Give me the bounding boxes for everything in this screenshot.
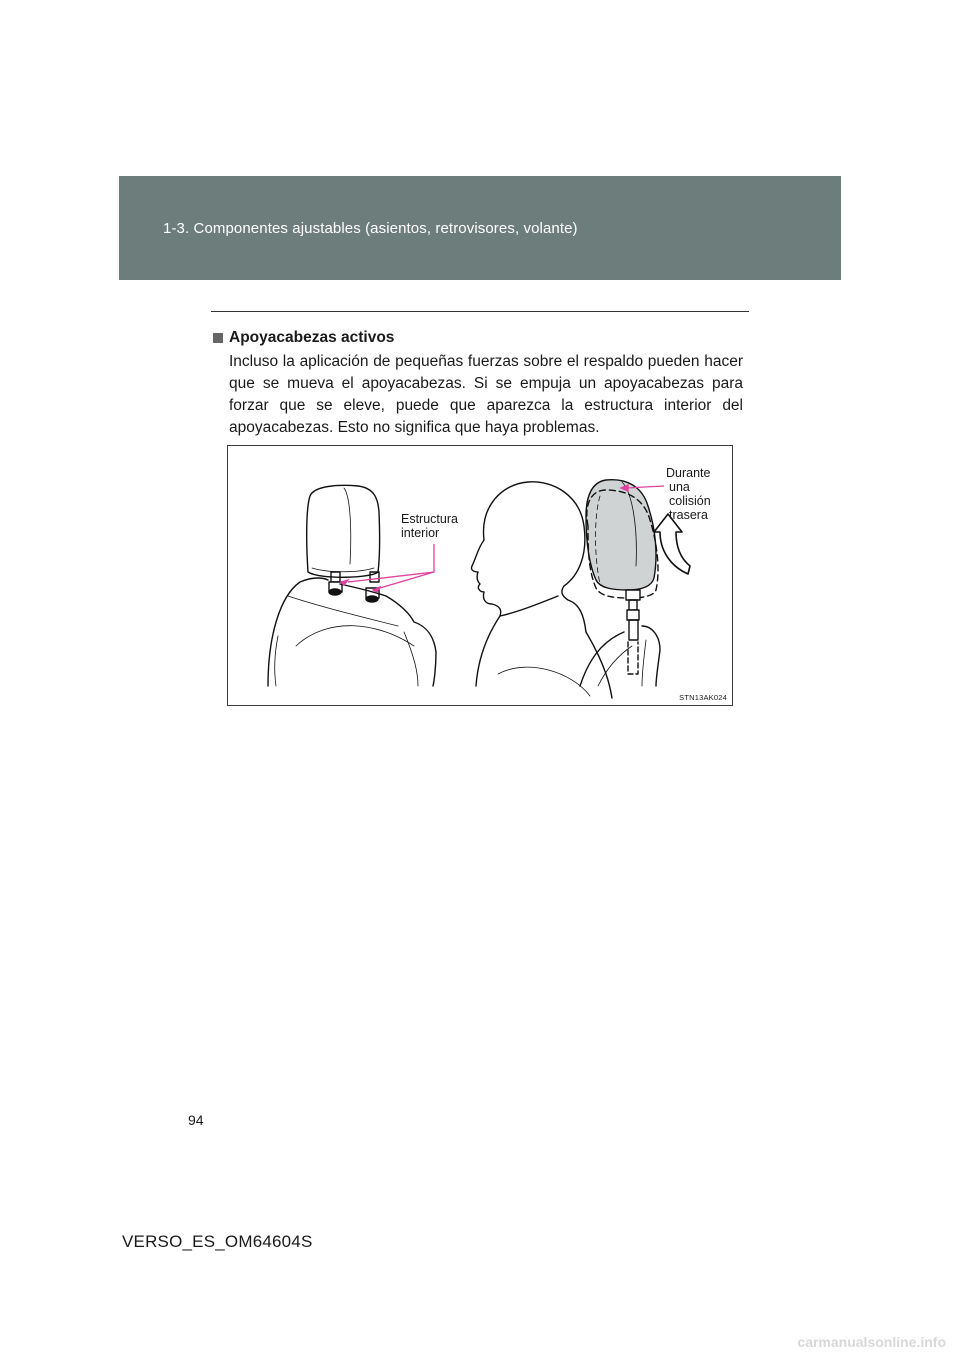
label-rear-collision-line3: colisión — [669, 494, 711, 508]
right-seat-illustration — [580, 480, 660, 686]
label-inner-structure-line1: Estructura — [401, 512, 458, 526]
watermark: carmanualsonline.info — [797, 1334, 946, 1350]
section-breadcrumb: 1-3. Componentes ajustables (asientos, retrovisores, volante) — [163, 220, 578, 237]
label-rear-collision-line1: Durante — [666, 466, 711, 480]
headrest-drawing — [228, 446, 734, 707]
square-bullet-icon — [213, 333, 223, 343]
figure-code: STN13AK024 — [679, 693, 727, 702]
section-heading — [213, 329, 394, 347]
label-rear-collision-line4: trasera — [669, 508, 708, 522]
label-rear-collision — [666, 466, 711, 522]
upward-motion-arrow — [654, 514, 690, 574]
section-body: Incluso la aplicación de pequeñas fuerzas sobre el respaldo pueden hacer que se mueva el apoyacabezas. Si se empuja un apoyacabezas para forzar que se eleve, puede que aparezca la estructura interior del apoyacabezas. Esto no significa que haya problemas. — [229, 353, 743, 436]
headrest-illustration — [227, 445, 733, 706]
page-number: 94 — [188, 1112, 204, 1128]
label-inner-structure-line2: interior — [401, 526, 440, 540]
label-rear-collision-line2: una — [669, 480, 690, 494]
section-heading-text: Apoyacabezas activos — [229, 329, 395, 346]
header-band — [119, 176, 841, 280]
document-code: VERSO_ES_OM64604S — [122, 1232, 313, 1251]
label-inner-structure — [401, 512, 458, 540]
section-divider — [211, 311, 749, 312]
